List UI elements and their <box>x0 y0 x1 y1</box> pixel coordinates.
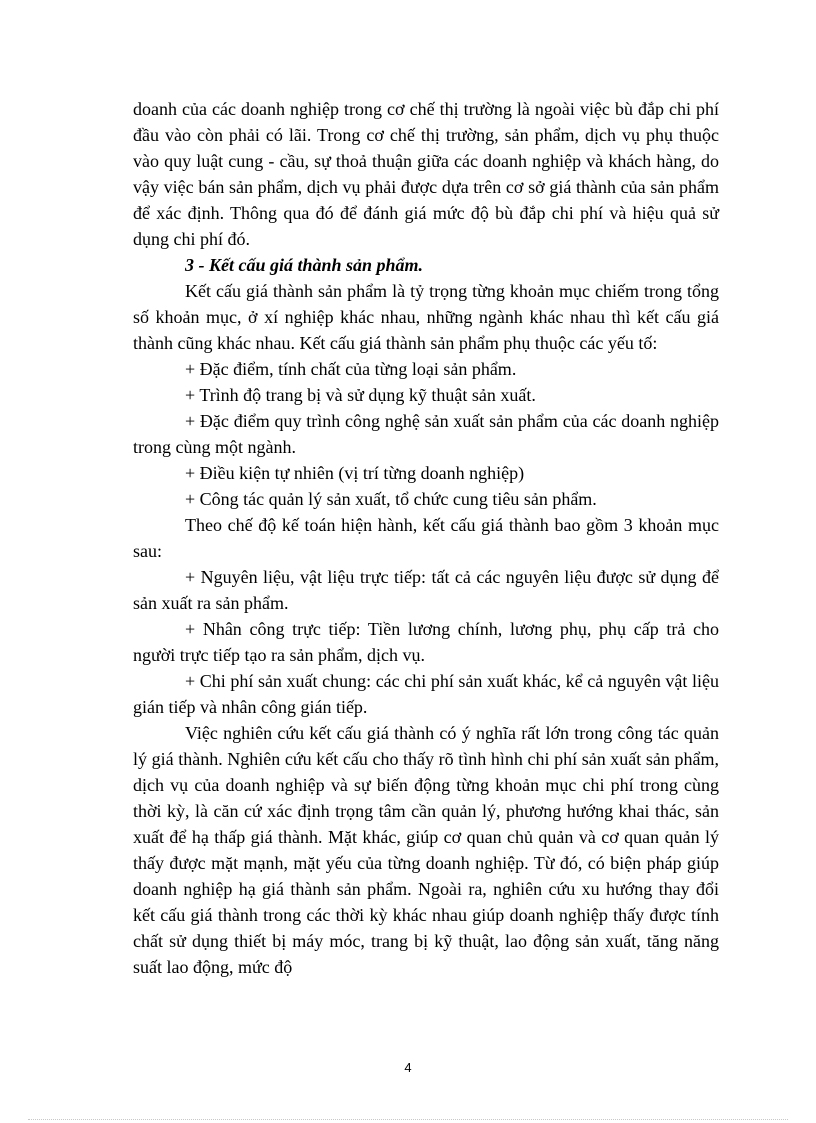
paragraph-accounting-regime: Theo chế độ kế toán hiện hành, kết cấu giá thành bao gồm 3 khoản mục sau: <box>133 515 719 561</box>
body-text <box>133 96 719 980</box>
list-item: + Nhân công trực tiếp: Tiền lương chính, lương phụ, phụ cấp trả cho người trực tiếp tạo ra sản phẩm, dịch vụ. <box>133 619 719 665</box>
list-item: + Công tác quản lý sản xuất, tổ chức cung tiêu sản phẩm. <box>185 489 597 509</box>
paragraph-research-significance: Việc nghiên cứu kết cấu giá thành có ý nghĩa rất lớn trong công tác quản lý giá thành. Nghiên cứu kết cấu cho thấy rõ tình hình chi phí sản xuất sản phẩm, dịch vụ của doanh nghiệp và sự biến động từng khoản mục chi phí trong cùng thời kỳ, là căn cứ xác định trọng tâm cần quản lý, phương hướng khai thác, sản xuất để hạ thấp giá thành. Mặt khác, giúp cơ quan chủ quản và cơ quan quản lý thấy được mặt mạnh, mặt yếu của từng doanh nghiệp. Từ đó, có biện pháp giúp doanh nghiệp hạ giá thành sản phẩm. Ngoài ra, nghiên cứu xu hướng thay đổi kết cấu giá thành trong các thời kỳ khác nhau giúp doanh nghiệp thấy được tính chất sử dụng thiết bị máy móc, trang bị kỹ thuật, lao động sản xuất, tăng năng suất lao động, mức độ <box>133 723 719 977</box>
list-item: + Đặc điểm quy trình công nghệ sản xuất sản phẩm của các doanh nghiệp trong cùng một ngành. <box>133 411 719 457</box>
page-number: 4 <box>404 1060 412 1075</box>
paragraph-continuation: doanh của các doanh nghiệp trong cơ chế thị trường là ngoài việc bù đắp chi phí đầu vào còn phải có lãi. Trong cơ chế thị trường, sản phẩm, dịch vụ phụ thuộc vào quy luật cung - cầu, sự thoả thuận giữa các doanh nghiệp và khách hàng, do vậy việc bán sản phẩm, dịch vụ phải được dựa trên cơ sở giá thành của sản phẩm để xác định. Thông qua đó để đánh giá mức độ bù đắp chi phí và hiệu quả sử dụng chi phí đó. <box>133 99 719 249</box>
list-item: + Đặc điểm, tính chất của từng loại sản phẩm. <box>185 359 517 379</box>
list-item: + Điều kiện tự nhiên (vị trí từng doanh nghiệp) <box>185 463 525 483</box>
paragraph-cost-structure: Kết cấu giá thành sản phẩm là tỷ trọng từng khoản mục chiếm trong tổng số khoản mục, ở xí nghiệp khác nhau, những ngành khác nhau thì kết cấu giá thành cũng khác nhau. Kết cấu giá thành sản phẩm phụ thuộc các yếu tố: <box>133 281 719 353</box>
list-item: + Chi phí sản xuất chung: các chi phí sản xuất khác, kể cả nguyên vật liệu gián tiếp và nhân công gián tiếp. <box>133 671 719 717</box>
section-heading: 3 - Kết cấu giá thành sản phẩm. <box>185 255 424 275</box>
list-item: + Nguyên liệu, vật liệu trực tiếp: tất cả các nguyên liệu được sử dụng để sản xuất ra sản phẩm. <box>133 567 719 613</box>
page-bottom-divider <box>28 1119 788 1120</box>
list-item: + Trình độ trang bị và sử dụng kỹ thuật sản xuất. <box>185 385 536 405</box>
